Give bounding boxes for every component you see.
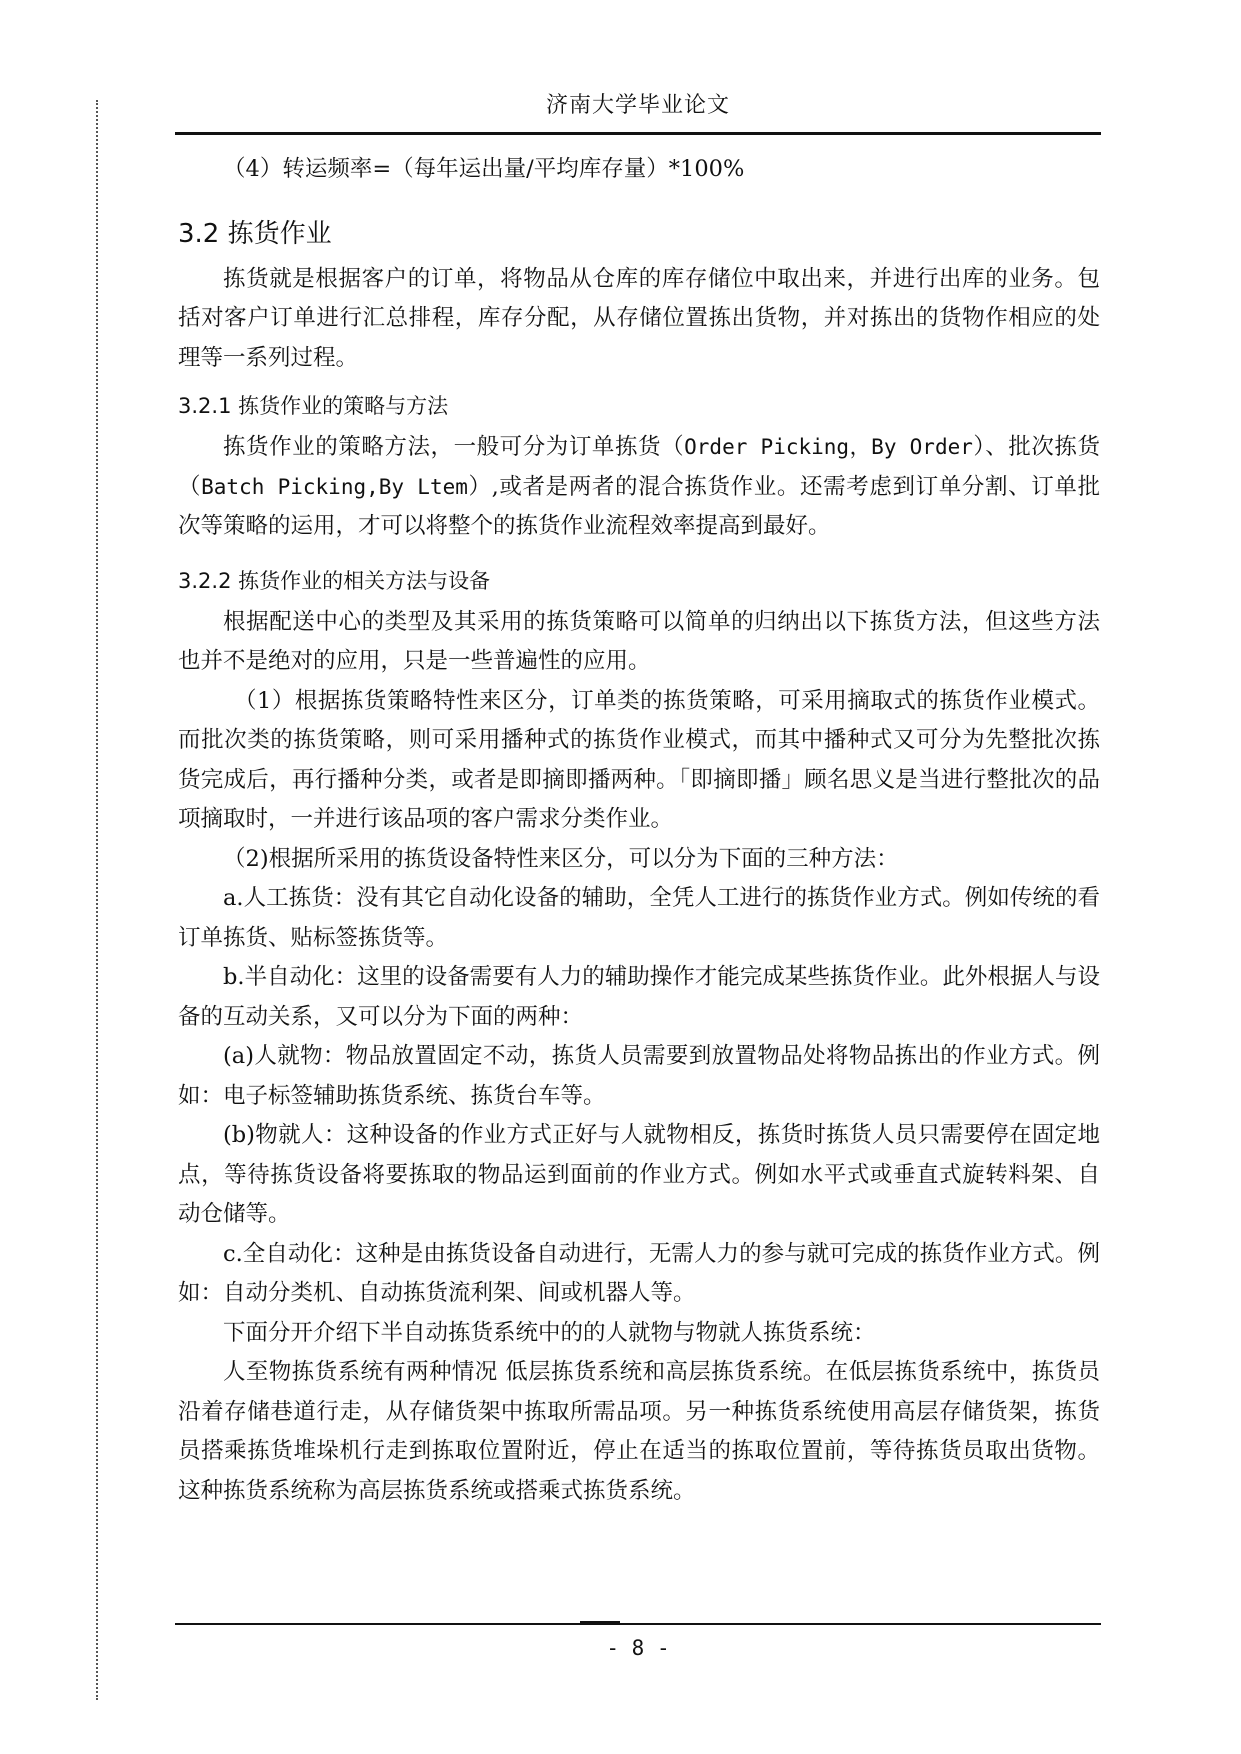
binding-dotted-line — [96, 100, 98, 1700]
text-run: ）,或者是两者的混合拣货作业。还需考虑到订单分割、订单批次等策略的运用，才可以将整个的拣货作业流程效率提高到最好。 — [178, 473, 1100, 539]
page-body — [178, 150, 1100, 1511]
section-3-2-paragraph: 拣货就是根据客户的订单，将物品从仓库的库存储位中取出来，并进行出库的业务。包括对客户订单进行汇总排程，库存分配，从存储位置拣出货物，并对拣出的货物作相应的处理等一系列过程。 — [178, 265, 1100, 371]
running-header-title: 济南大学毕业论文 — [545, 93, 730, 118]
section-3-2-2-heading: 3.2.2 拣货作业的相关方法与设备 — [178, 568, 491, 593]
list-item-a: a.人工拣货：没有其它自动化设备的辅助，全凭人工进行的拣货作业方式。例如传统的看订单拣货、贴标签拣货等。 — [178, 885, 1100, 951]
list-item-c: c.全自动化：这种是由拣货设备自动进行，无需人力的参与就可完成的拣货作业方式。例如：自动分类机、自动拣货流利架、间或机器人等。 — [178, 1240, 1100, 1306]
page-number: - 8 - — [606, 1636, 670, 1660]
intro-next-paragraph: 下面分开介绍下半自动拣货系统中的的人就物与物就人拣货系统： — [223, 1319, 876, 1346]
list-item-1: （1）根据拣货策略特性来区分，订单类的拣货策略，可采用摘取式的拣货作业模式。而批次类的拣货策略，则可采用播种式的拣货作业模式，而其中播种式又可分为先整批次拣货完成后，再行播种分类，或者是即摘即播两种。「即摘即播」顾名思义是当进行整批次的品项摘取时，一并进行该品项的客户需求分类作业。 — [178, 687, 1100, 832]
section-3-2-2-paragraph: 根据配送中心的类型及其采用的拣货策略可以简单的归纳出以下拣货方法，但这些方法也并不是绝对的应用，只是一些普遍性的应用。 — [178, 608, 1100, 674]
section-3-2-1-paragraph — [178, 428, 1100, 547]
list-item-2: （2)根据所采用的拣货设备特性来区分，可以分为下面的三种方法： — [223, 845, 899, 872]
text-run: 拣货作业的策略方法，一般可分为订单拣货（ — [223, 434, 685, 460]
footer-rule — [175, 1623, 1101, 1625]
list-item-b-b: (b)物就人：这种设备的作业方式正好与人就物相反，拣货时拣货人员只需要停在固定地点，等待拣货设备将要拣取的物品运到面前的作业方式。例如水平式或垂直式旋转料架、自动仓储等。 — [178, 1122, 1100, 1227]
formula-line: （4）转运频率=（每年运出量/平均库存量）*100% — [223, 156, 745, 182]
section-3-2-1-heading: 3.2.1 拣货作业的策略与方法 — [178, 394, 449, 418]
footer-rule-mark — [580, 1621, 620, 1623]
final-paragraph: 人至物拣货系统有两种情况 低层拣货系统和高层拣货系统。在低层拣货系统中，拣货员沿着存储巷道行走，从存储货架中拣取所需品项。另一种拣货系统使用高层存储货架，拣货员搭乘拣货堆垛机行走到拣取位置附近，停止在适当的拣取位置前，等待拣货员取出货物。这种拣货系统称为高层拣货系统或搭乘式拣货系统。 — [178, 1359, 1100, 1504]
list-item-b-a: (a)人就物：物品放置固定不动，拣货人员需要到放置物品处将物品拣出的作业方式。例如：电子标签辅助拣货系统、拣货台车等。 — [178, 1043, 1100, 1109]
section-3-2-heading: 3.2 拣货作业 — [178, 218, 332, 249]
header-rule — [175, 132, 1101, 135]
english-term-order-picking: Order Picking，By Order — [684, 435, 973, 459]
english-term-batch-picking: Batch Picking,By Ltem — [201, 474, 468, 499]
list-item-b: b.半自动化：这里的设备需要有人力的辅助操作才能完成某些拣货作业。此外根据人与设备的互动关系，又可以分为下面的两种： — [178, 964, 1100, 1030]
text-run: ）、批次拣货（ — [178, 434, 1100, 500]
